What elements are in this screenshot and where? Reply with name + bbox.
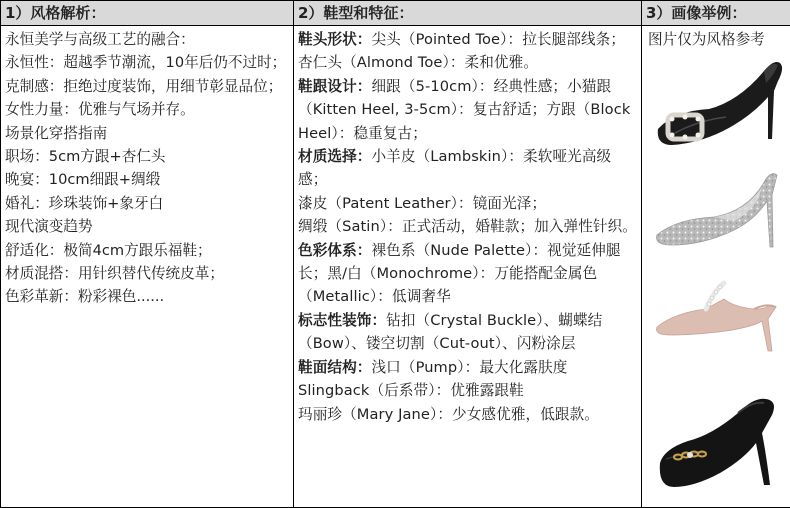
feature-label: 鞋面结构：: [298, 359, 371, 376]
analysis-line: 现代演变趋势: [5, 215, 289, 238]
analysis-line: 材质混搭：用针织替代传统皮革；: [5, 262, 289, 285]
feature-text: Slingback（后系带）：优雅露跟鞋: [298, 382, 524, 399]
analysis-line: 永恒美学与高级工艺的融合：: [5, 28, 289, 51]
style-analysis-text: [1, 26, 293, 309]
header-shape-features: 2）鞋型和特征：: [294, 1, 642, 26]
shoe-image-nude-slingback: [648, 279, 790, 393]
silver-stiletto-illustration: [654, 165, 789, 275]
feature-item: [298, 403, 637, 426]
feature-label: 鞋跟设计：: [298, 78, 371, 95]
analysis-line: 婚礼：珍珠装饰+象牙白: [5, 192, 289, 215]
feature-text: 钻扣（Crystal Buckle）、蝴蝶结（Bow）、镂空切割（Cut-out）、闪粉涂层: [298, 312, 602, 352]
feature-text: 玛丽珍（Mary Jane）：少女感优雅，低跟款。: [298, 406, 599, 423]
portrait-examples-content: [642, 26, 790, 507]
black-chain-pump-illustration: [654, 393, 789, 503]
analysis-line: 女性力量：优雅与气场并存。: [5, 98, 289, 121]
shoe-image-black-chain-pump: [648, 393, 790, 507]
feature-text: 漆皮（Patent Leather）：镜面光泽；: [298, 195, 546, 212]
image-caption: 图片仅为风格参考: [648, 28, 790, 51]
shape-features-text: [294, 26, 641, 426]
feature-item: [298, 309, 637, 356]
feature-text: 绸缎（Satin）：正式活动，婚鞋款；加入弹性针织。: [298, 218, 637, 235]
analysis-line: 舒适化：极简4cm方跟乐福鞋；: [5, 239, 289, 262]
feature-item: [298, 192, 637, 215]
feature-item: [298, 379, 637, 402]
header-portrait-examples: 3）画像举例：: [642, 1, 790, 26]
feature-item: [298, 75, 637, 145]
feature-text: 浅口（Pump）：最大化露肤度: [371, 359, 567, 376]
shape-features-cell: [294, 26, 642, 508]
black-pump-illustration: [654, 51, 789, 161]
header-style-analysis: 1）风格解析：: [1, 1, 294, 26]
feature-label: 材质选择：: [298, 148, 371, 165]
shoe-image-silver-glitter-stiletto: [648, 165, 790, 279]
feature-label: 色彩体系：: [298, 242, 371, 259]
analysis-line: 克制感：拒绝过度装饰，用细节彰显品位；: [5, 75, 289, 98]
analysis-line: 场景化穿搭指南: [5, 122, 289, 145]
feature-item: [298, 215, 637, 238]
analysis-line: 职场：5cm方跟+杏仁头: [5, 145, 289, 168]
feature-item: [298, 356, 637, 379]
feature-item: [298, 145, 637, 192]
feature-label: 标志性装饰：: [298, 312, 386, 329]
analysis-line: 晚宴：10cm细跟+绸缎: [5, 168, 289, 191]
analysis-line: 色彩革新：粉彩裸色......: [5, 285, 289, 308]
portrait-examples-cell: [642, 26, 790, 508]
feature-item: [298, 28, 637, 75]
feature-label: 鞋头形状：: [298, 31, 371, 48]
header-row: [1, 1, 790, 26]
feature-text: 小羊皮（Lambskin）：柔软哑光高级感；: [298, 148, 611, 188]
content-row: [1, 26, 790, 508]
feature-text: 尖头（Pointed Toe）：拉长腿部线条；杏仁头（Almond Toe）：柔和优雅。: [298, 31, 625, 71]
feature-item: [298, 239, 637, 309]
style-analysis-cell: [1, 26, 294, 508]
shoe-image-black-satin-pump: [648, 51, 790, 165]
analysis-line: 永恒性：超越季节潮流，10年后仍不过时；: [5, 51, 289, 74]
nude-slingback-illustration: [654, 279, 789, 389]
feature-text: 裸色系（Nude Palette）：视觉延伸腿长；黑/白（Monochrome）：万能搭配金属色（Metallic）：低调奢华: [298, 242, 621, 306]
feature-text: 细跟（5-10cm）：经典性感；小猫跟（Kitten Heel, 3-5cm）：复古舒适；方跟（Block Heel）：稳重复古；: [298, 78, 630, 142]
